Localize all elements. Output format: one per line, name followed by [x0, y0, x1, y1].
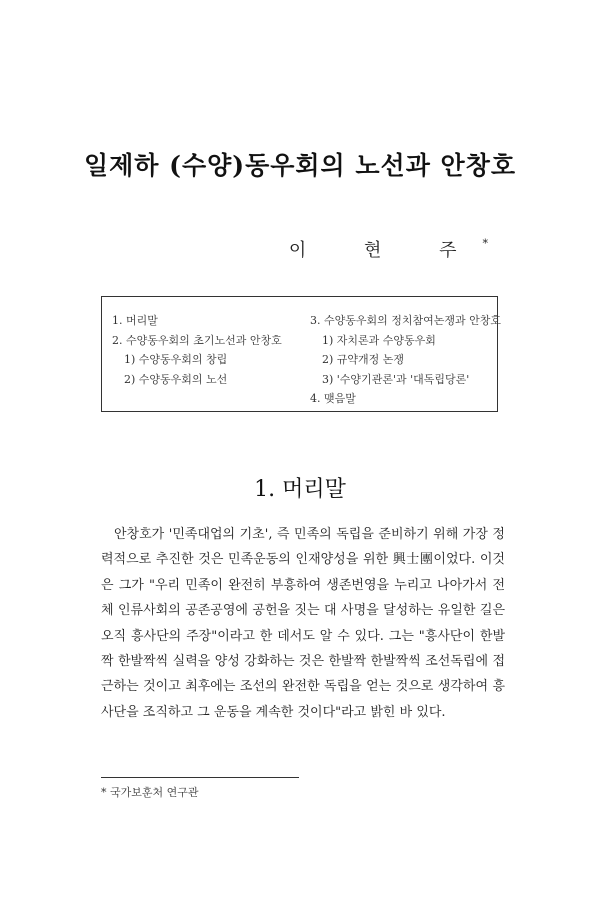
toc-right-column [310, 311, 501, 409]
toc-subitem: 2) 수양동우회의 노선 [124, 372, 228, 386]
toc-subitem: 1) 자치론과 수양동우회 [322, 333, 436, 347]
footnote-divider [101, 777, 299, 778]
body-text [101, 522, 505, 725]
toc-left-column [112, 311, 282, 389]
author-line [289, 236, 488, 262]
author-footnote-mark: * [482, 237, 488, 250]
section-heading: 1. 머리말 [254, 477, 346, 502]
toc-subitem: 2) 규약개정 논쟁 [322, 353, 405, 366]
table-of-contents [101, 296, 501, 412]
toc-item: 2. 수양동우회의 초기노선과 안창호 [112, 333, 282, 347]
toc-item: 4. 맺음말 [310, 392, 356, 405]
body-paragraph: 안창호가 '민족대업의 기초', 즉 민족의 독립을 준비하기 위해 가장 정력적으로 추진한 것은 민족운동의 인재양성을 위한 興士團이었다. 이것은 그가 "우리 민족이 완전히 부흥하여 생존번영을 누리고 나아가서 전체 인류사회의 공존공영에 공헌을 짓는 대 사명을 달성하는 유일한 길은 오직 흥사단의 주장"이라고 한 데서도 알 수 있다. 그는 "흥사단이 한발짝 한발짝씩 실력을 양성 강화하는 것은 한발짝 한발짝씩 조선독립에 접근하는 것이고 최후에는 조선의 완전한 독립을 얻는 것으로 생각하여 흥사단을 조직하고 그 운동을 계속한 것이다"라고 밝힌 바 있다. [101, 527, 505, 720]
toc-item: 1. 머리말 [112, 314, 158, 327]
paper-title: 일제하 (수양)동우회의 노선과 안창호 [83, 151, 517, 180]
toc-item: 3. 수양동우회의 정치참여논쟁과 안창호 [310, 314, 501, 327]
author-name: 이 현 주 [288, 240, 483, 261]
toc-subitem: 3) '수양기관론'과 '대독립당론' [322, 372, 470, 386]
toc-subitem: 1) 수양동우회의 창립 [124, 353, 228, 366]
footnote: * 국가보훈처 연구관 [101, 786, 199, 799]
